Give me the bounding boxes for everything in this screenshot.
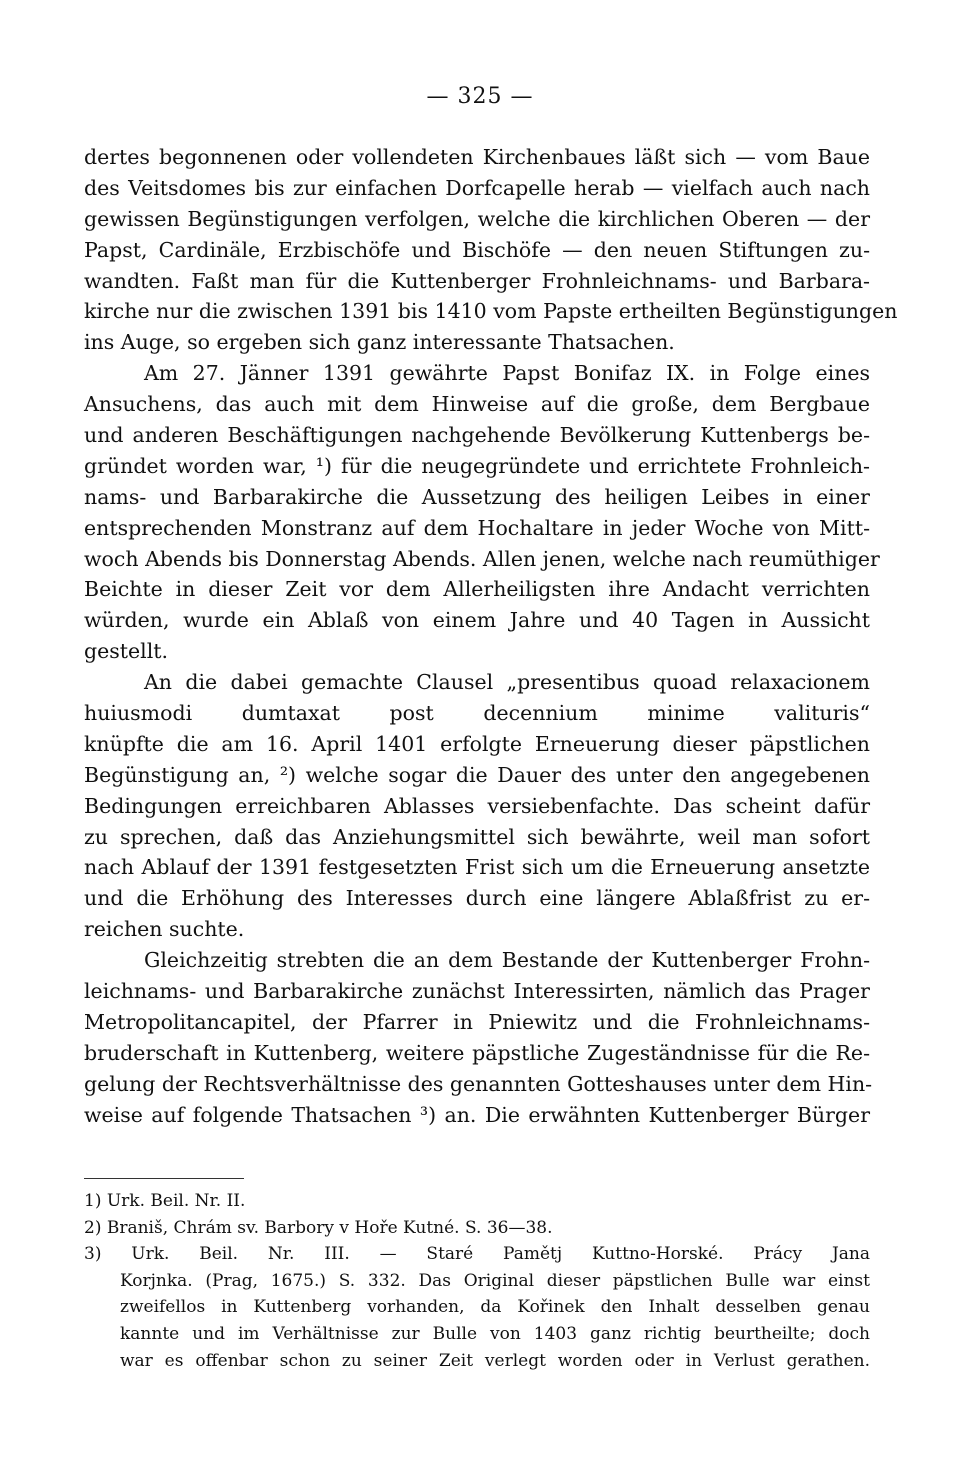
text-line: nach Ablauf der 1391 festgesetzten Frist sich um die Erneuerung ansetzte — [84, 855, 870, 880]
text-line: leichnams- und Barbarakirche zunächst Interessirten, nämlich das Prager — [84, 979, 870, 1004]
text-line: gewissen Begünstigungen verfolgen, welche die kirchlichen Oberen — der — [84, 206, 870, 231]
text-line: und anderen Beschäftigungen nachgehende Bevölkerung Kuttenbergs be- — [84, 423, 870, 448]
text-line: gestellt. — [84, 639, 169, 664]
footnote-line: Korjnka. (Prag, 1675.) S. 332. Das Original dieser päpstlichen Bulle war einst — [120, 1270, 870, 1291]
text-line: Begünstigung an, ²) welche sogar die Dauer des unter den angegebenen — [84, 762, 870, 787]
text-line: huiusmodi dumtaxat post decennium minime valituris“ — [84, 701, 870, 726]
footnote-line: war es offenbar schon zu seiner Zeit verlegt worden oder in Verlust gerathen. — [120, 1350, 870, 1371]
text-line: des Veitsdomes bis zur einfachen Dorfcapelle herab — vielfach auch nach — [84, 175, 870, 200]
footnote-rule — [84, 1178, 244, 1179]
text-line: An die dabei gemachte Clausel „presentibus quoad relaxacionem — [144, 670, 870, 695]
text-line: Beichte in dieser Zeit vor dem Allerheiligsten ihre Andacht verrichten — [84, 577, 870, 602]
page-number: — 325 — — [426, 84, 534, 109]
text-line: woch Abends bis Donnerstag Abends. Allen jenen, welche nach reumüthiger — [84, 546, 880, 571]
text-line: knüpfte die am 16. April 1401 erfolgte Erneuerung dieser päpstlichen — [84, 731, 870, 756]
text-line: zu sprechen, daß das Anziehungsmittel sich bewährte, weil man sofort — [84, 824, 870, 849]
body-text — [84, 142, 898, 1131]
text-line: und die Erhöhung des Interesses durch eine längere Ablaßfrist zu er- — [84, 886, 870, 911]
footnote-line: 2) Braniš, Chrám sv. Barbory v Hoře Kutné. S. 36—38. — [84, 1217, 553, 1238]
text-line: nams- und Barbarakirche die Aussetzung des heiligen Leibes in einer — [84, 484, 870, 509]
text-line: gründet worden war, ¹) für die neugegründete und errichtete Frohnleich- — [84, 453, 870, 478]
text-line: dertes begonnenen oder vollendeten Kirchenbaues läßt sich — vom Baue — [84, 145, 870, 169]
text-line: Metropolitancapitel, der Pfarrer in Pniewitz und die Frohnleichnams- — [84, 1009, 870, 1034]
footnote-line: 3) Urk. Beil. Nr. III. — Staré Pamětj Kuttno-Horské. Prácy Jana — [84, 1244, 870, 1265]
text-line: Am 27. Jänner 1391 gewährte Papst Bonifaz IX. in Folge eines — [144, 361, 870, 386]
text-line: würden, wurde ein Ablaß von einem Jahre und 40 Tagen in Aussicht — [84, 608, 870, 633]
text-line: Ansuchens, das auch mit dem Hinweise auf die große, dem Bergbaue — [84, 392, 870, 417]
text-line: Gleichzeitig strebten die an dem Bestande der Kuttenberger Frohn- — [144, 948, 870, 973]
text-line: entsprechenden Monstranz auf dem Hochaltare in jeder Woche von Mitt- — [84, 515, 870, 540]
footnote-line: kannte und im Verhältnisse zur Bulle von 1403 ganz richtig beurtheilte; doch — [120, 1323, 870, 1344]
text-line: wandten. Faßt man für die Kuttenberger Frohnleichnams- und Barbara- — [84, 268, 870, 293]
text-line: gelung der Rechtsverhältnisse des genannten Gotteshauses unter dem Hin- — [84, 1071, 873, 1096]
text-line: kirche nur die zwischen 1391 bis 1410 vom Papste ertheilten Begünstigungen — [84, 299, 898, 324]
text-line: reichen suchte. — [84, 917, 245, 942]
footnote-line: zweifellos in Kuttenberg vorhanden, da Kořinek den Inhalt desselben genau — [120, 1297, 870, 1318]
footnotes — [84, 1188, 870, 1374]
text-line: bruderschaft in Kuttenberg, weitere päpstliche Zugeständnisse für die Re- — [84, 1040, 870, 1065]
text-line: ins Auge, so ergeben sich ganz interessante Thatsachen. — [84, 330, 675, 355]
text-line: weise auf folgende Thatsachen ³) an. Die erwähnten Kuttenberger Bürger — [84, 1102, 870, 1127]
footnote-line: 1) Urk. Beil. Nr. II. — [84, 1191, 246, 1211]
text-line: Bedingungen erreichbaren Ablasses versiebenfachte. Das scheint dafür — [84, 793, 870, 818]
text-line: Papst, Cardinäle, Erzbischöfe und Bischöfe — den neuen Stiftungen zu- — [84, 237, 870, 262]
